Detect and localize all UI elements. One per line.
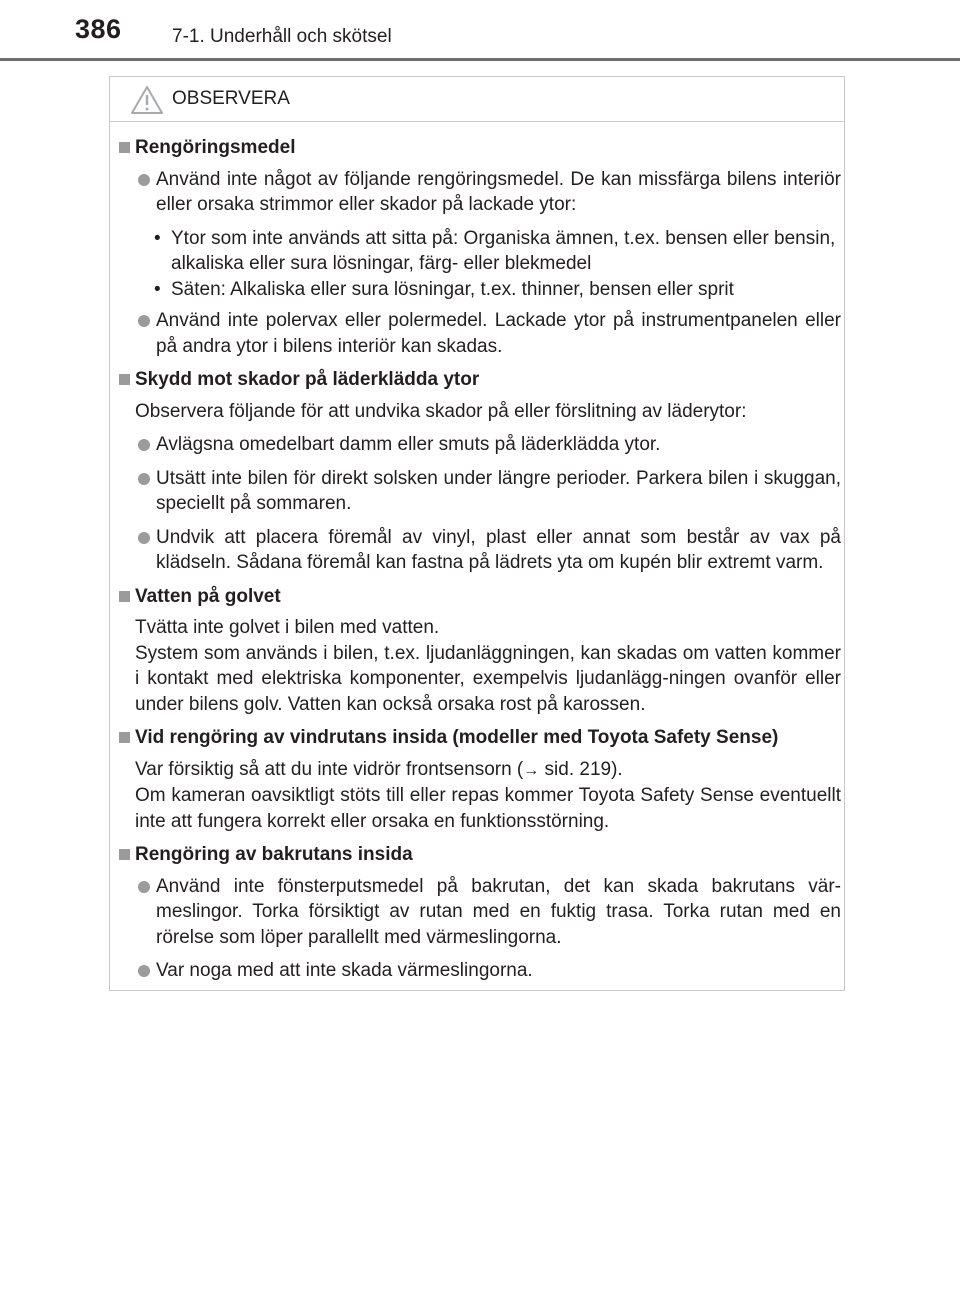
paragraph-text: Var försiktig så att du inte vidrör frontsensorn ( [135,758,524,780]
sub-list-item-text: Ytor som inte används att sitta på: Organiska ämnen, t.ex. bensen eller bensin, alkaliska eller sura lösningar, färg- eller blekmedel [171,227,836,274]
notice-box [109,76,845,991]
page-number: 386 [75,14,122,44]
chapter-title: 7-1. Underhåll och skötsel [172,26,392,47]
list-item [117,308,841,359]
square-bullet-icon [119,374,130,385]
circle-bullet-icon [138,174,150,186]
section-heading-cleaning-agents [117,135,841,161]
dot-bullet-icon: • [154,278,161,300]
paragraph: Tvätta inte golvet i bilen med vatten. [135,617,440,638]
circle-bullet-icon [138,881,150,893]
sub-list [117,226,841,303]
sub-list-item [117,277,841,303]
section-heading-leather [117,367,841,393]
square-bullet-icon [119,732,130,743]
list-item [117,466,841,517]
list-item-text: Använd inte polervax eller polermedel. Lackade ytor på instrumentpanelen eller på andra ytor i bilens interiör kan skadas. [156,310,841,357]
page-reference: sid. 219). [539,758,623,780]
notice-header [110,77,844,122]
list-item [117,167,841,218]
section-intro: Observera följande för att undvika skador på eller förslitning av läderytor: [135,400,747,422]
list-item [117,958,841,984]
section-heading-text: Vid rengöring av vindrutans insida (modeller med Toyota Safety Sense) [135,727,779,748]
circle-bullet-icon [138,965,150,977]
section-heading-rear-window [117,842,841,868]
section-heading-text: Rengöringsmedel [135,137,296,158]
sub-list-item [117,226,841,277]
section-heading-windshield [117,725,841,751]
circle-bullet-icon [138,532,150,544]
circle-bullet-icon [138,315,150,327]
square-bullet-icon [119,591,130,602]
list-item-text: Var noga med att inte skada värmeslingorna. [156,960,533,981]
arrow-right-icon: → [523,761,540,779]
section-heading-text: Skydd mot skador på läderklädda ytor [135,369,480,390]
square-bullet-icon [119,142,130,153]
section-heading-water-floor [117,584,841,610]
notice-content [117,135,841,992]
warning-triangle-icon [130,85,164,115]
section-heading-text: Rengöring av bakrutans insida [135,844,413,865]
list-item-text: Avlägsna omedelbart damm eller smuts på läderklädda ytor. [156,434,661,455]
list-item-text: Undvik att placera föremål av vinyl, plast eller annat som består av vax på klädseln. Sådana föremål kan fastna på lädrets yta om kupén blir extremt varm. [156,526,841,573]
list-item-text: Använd inte något av följande rengöringsmedel. De kan missfärga bilens interiör eller orsaka strimmor eller skador på lackade ytor: [156,168,841,215]
circle-bullet-icon [138,439,150,451]
header-rule [0,58,960,61]
paragraph: System som används i bilen, t.ex. ljudanläggningen, kan skadas om vatten kommer i kontakt med elektriska komponenter, exempelvis ljudanlägg-ningen ovanför eller under bilens golv. Vatten kan också orsaka rost på karossen. [135,642,841,715]
list-item [117,525,841,576]
paragraph [117,757,841,784]
sub-list-item-text: Säten: Alkaliska eller sura lösningar, t.ex. thinner, bensen eller sprit [171,278,734,300]
notice-title: OBSERVERA [172,88,290,109]
list-item [117,432,841,458]
circle-bullet-icon [138,473,150,485]
section-heading-text: Vatten på golvet [135,585,281,607]
square-bullet-icon [119,849,130,860]
list-item-text: Utsätt inte bilen för direkt solsken under längre perioder. Parkera bilen i skuggan, speciellt på sommaren. [156,467,841,514]
list-item [117,874,841,951]
list-item-text: Använd inte fönsterputsmedel på bakrutan, det kan skada bakrutans vär-meslingor. Torka försiktigt av rutan med en fuktig trasa. Torka rutan med en rörelse som löper parallellt med värmeslingorna. [156,875,841,948]
paragraph: Om kameran oavsiktligt stöts till eller repas kommer Toyota Safety Sense eventuellt inte att fungera korrekt eller orsaka en funktionsstörning. [135,785,841,832]
dot-bullet-icon: • [154,227,161,249]
